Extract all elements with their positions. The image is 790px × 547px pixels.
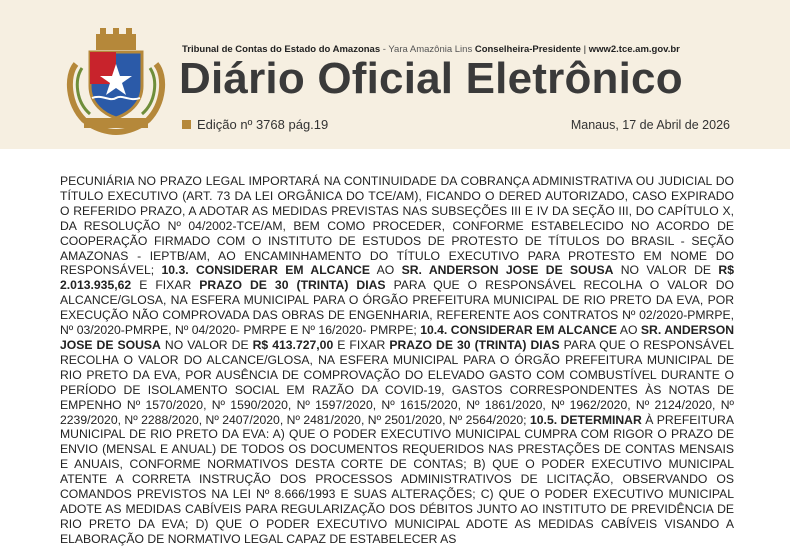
text-segment: AO	[617, 323, 641, 338]
text-segment: PARA QUE O RESPONSÁVEL RECOLHA O VALOR DO ALCANCE/GLOSA, NA ESFERA MUNICIPAL PARA O ÓRGÃO PREFEITURA MUNICIPAL DE RIO PRETO DA EVA, POR EXECUÇÃO NÃO COMPROVADA DAS OBRAS DE ENGENHARIA, REFERENTE AOS CONTRATOS Nº 02/2020-PMRPE, Nº 03/2020-PMRPE, Nº 04/2020- PMRPE E Nº 16/2020- PMRPE;	[60, 278, 734, 338]
bold-text-segment: R$ 413.727,00	[252, 337, 334, 352]
square-bullet-icon	[182, 120, 191, 129]
text-segment: E FIXAR	[333, 337, 390, 352]
page-title: Diário Oficial Eletrônico	[179, 54, 683, 103]
president-name: Yara Amazônia Lins	[388, 44, 473, 55]
bold-text-segment: 10.3. CONSIDERAR EM ALCANCE	[161, 263, 370, 278]
edition-info	[182, 117, 328, 132]
bold-text-segment: PRAZO DE 30 (TRINTA) DIAS	[389, 337, 560, 352]
document-body	[60, 174, 734, 547]
text-segment: E FIXAR	[131, 278, 200, 293]
text-segment: NO VALOR DE	[160, 337, 253, 352]
bold-text-segment: 10.5. DETERMINAR	[530, 412, 642, 427]
publication-date: Manaus, 17 de Abril de 2026	[570, 118, 730, 132]
bold-text-segment: SR. ANDERSON JOSE DE SOUSA	[60, 323, 734, 352]
tce-amazonas-coat-of-arms-icon	[62, 24, 170, 136]
website-link[interactable]: www2.tce.am.gov.br	[588, 44, 680, 55]
text-segment: À PREFEITURA MUNICIPAL DE RIO PRETO DA EVA: A) QUE O PODER EXECUTIVO MUNICIPAL CUMPRA COM RIGOR O PRAZO DE ENVIO (MENSAL E ANUAL) DE TODOS OS DOCUMENTOS REQUERIDOS NAS PRESTAÇÕES DE CONTAS MENSAIS E ANUAIS, CONFORME NORMATIVOS DESTA CORTE DE CONTAS; B) QUE O PODER EXECUTIVO MUNICIPAL ATENTE A CORRETA INSTRUÇÃO DOS PROCESSOS ADMINISTRATIVOS DE LICITAÇÃO, OBSERVANDO OS COMANDOS PREVISTOS NA LEI Nº 8.666/1993 E SUAS ALTERAÇÕES; C) QUE O PODER EXECUTIVO MUNICIPAL ADOTE AS MEDIDAS CABÍVEIS PARA REGULARIZAÇÃO DOS DÉBITOS JUNTO AO INSTITUTO DE PREVIDÊNCIA DE RIO PRETO DA EVA; D) QUE O PODER EXECUTIVO MUNICIPAL ADOTE AS MEDIDAS CABÍVEIS VISANDO A ELABORAÇÃO DE NORMATIVO LEGAL CAPAZ DE ESTABELECER AS	[60, 412, 734, 546]
bold-text-segment: PRAZO DE 30 (TRINTA) DIAS	[199, 278, 386, 293]
president-role: Conselheira-Presidente	[472, 44, 581, 55]
text-segment: NO VALOR DE	[613, 263, 719, 278]
masthead	[0, 0, 790, 149]
bold-text-segment: SR. ANDERSON JOSE DE SOUSA	[401, 263, 614, 278]
text-segment: PARA QUE O RESPONSÁVEL RECOLHA O VALOR DO ALCANCE/GLOSA, NA ESFERA MUNICIPAL PARA O ÓRGÃO PREFEITURA MUNICIPAL DE RIO PRETO DA EVA, POR AUSÊNCIA DE COMPROVAÇÃO DO ELEVADO GASTO COM COMBUSTÍVEL DURANTE O PERÍODO DE ISOLAMENTO SOCIAL EM RAZÃO DA COVID-19, GASTOS CORRESPONDENTES ÀS NOTAS DE EMPENHO Nº 1570/2020, Nº 1590/2020, Nº 1597/2020, Nº 1615/2020, Nº 1861/2020, Nº 1962/2020, Nº 2124/2020, Nº 2239/2020, Nº 2288/2020, Nº 2407/2020, Nº 2481/2020, Nº 2501/2020, Nº 2564/2020;	[60, 337, 735, 427]
text-segment: AO	[369, 263, 402, 278]
edition-label: Edição nº 3768 pág.19	[197, 117, 329, 132]
text-segment: PECUNIÁRIA NO PRAZO LEGAL IMPORTARÁ NA CONTINUIDADE DA COBRANÇA ADMINISTRATIVA OU JUDICIAL DO TÍTULO EXECUTIVO (ART. 73 DA LEI ORGÂNICA DO TCE/AM), FICANDO O DERED AUTORIZADO, CASO EXPIRADO O REFERIDO PRAZO, A ADOTAR AS MEDIDAS PREVISTAS NAS SUBSEÇÕES III E IV DA SEÇÃO III, DO CAPÍTULO X, DA RESOLUÇÃO Nº 04/2002-TCE/AM, BEM COMO PROCEDER, CONFORME ESTABELECIDO NO ACORDO DE COOPERAÇÃO FIRMADO COM O INSTITUTO DE ESTUDOS DE PROTESTO DE TÍTULOS DO BRASIL - SEÇÃO AMAZONAS - IEPTB/AM, AO ENCAMINHAMENTO DO TÍTULO EXECUTIVO PARA PROTESTO EM NOME DO RESPONSÁVEL;	[60, 174, 734, 278]
institution-name: Tribunal de Contas do Estado do Amazonas	[182, 44, 381, 55]
bold-text-segment: R$ 2.013.935,62	[60, 263, 734, 293]
separator: |	[580, 44, 589, 55]
bold-text-segment: 10.4. CONSIDERAR EM ALCANCE	[420, 323, 618, 338]
separator: -	[380, 44, 389, 55]
